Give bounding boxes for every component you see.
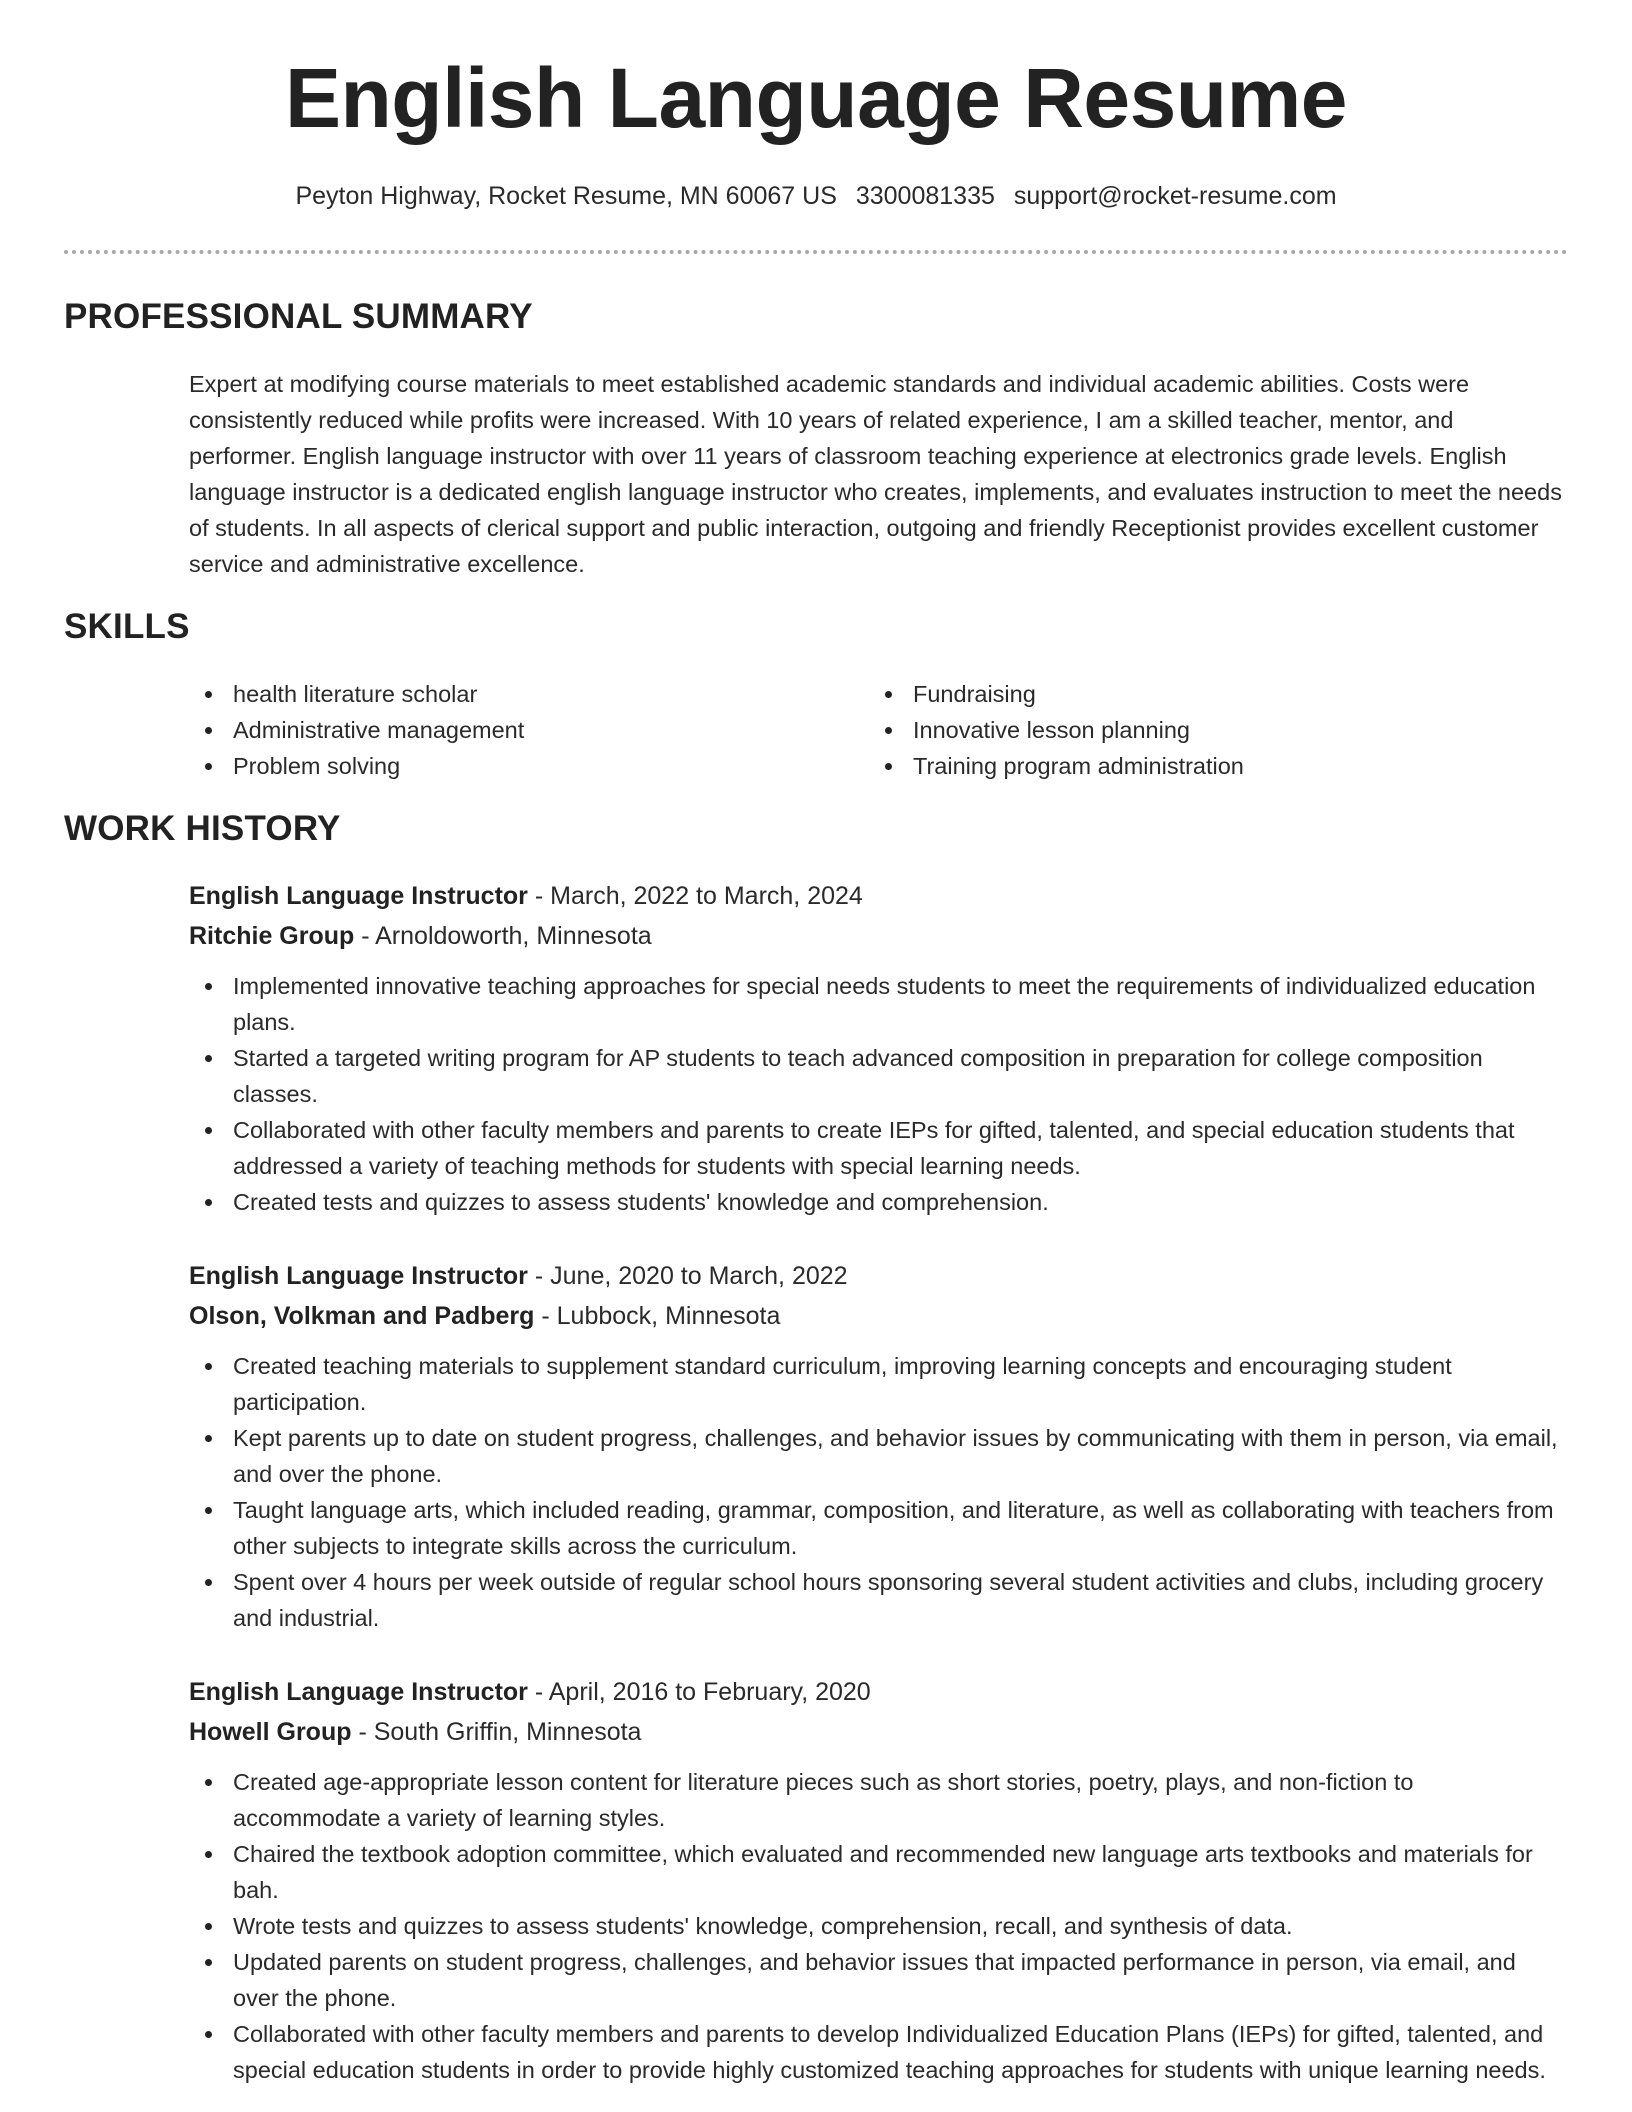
contact-phone: 3300081335 (855, 182, 995, 210)
job-role: English Language Instructor (189, 882, 528, 910)
skills-column-left (189, 676, 869, 784)
header-divider (64, 250, 1568, 254)
contact-email[interactable]: support@rocket-resume.com (1013, 182, 1337, 210)
job-bullet: Created teaching materials to supplement standard curriculum, improving learning concepts and encouraging student participation. (189, 1348, 1567, 1420)
job-role: English Language Instructor (189, 1262, 528, 1290)
job-location: - Lubbock, Minnesota (534, 1302, 781, 1330)
job-company: Ritchie Group (189, 922, 355, 950)
job-bullet: Started a targeted writing program for AP students to teach advanced composition in preparation for college composition classes. (189, 1040, 1567, 1112)
job-bullet: Taught language arts, which included reading, grammar, composition, and literature, as well as collaborating with teachers from other subjects to integrate skills across the curriculum. (189, 1492, 1567, 1564)
job-title-line (189, 1672, 1567, 1712)
job-bullets (189, 968, 1567, 1220)
job-bullet: Kept parents up to date on student progress, challenges, and behavior issues by communicating with them in person, via email, and over the phone. (189, 1420, 1567, 1492)
job-bullets (189, 1348, 1567, 1636)
job-entry (189, 1256, 1567, 1636)
job-dates: - June, 2020 to March, 2022 (527, 1262, 848, 1290)
skill-item: Innovative lesson planning (869, 712, 1549, 748)
section-title-work-history: WORK HISTORY (64, 809, 341, 848)
skills-list (189, 676, 1569, 784)
section-title-skills: SKILLS (64, 607, 190, 646)
job-company-line (189, 1296, 1567, 1336)
job-bullet: Updated parents on student progress, challenges, and behavior issues that impacted performance in person, via email, and over the phone. (189, 1944, 1567, 2016)
skill-item: Fundraising (869, 676, 1549, 712)
section-title-summary: PROFESSIONAL SUMMARY (64, 297, 533, 336)
job-location: - South Griffin, Minnesota (351, 1718, 642, 1746)
job-company: Olson, Volkman and Padberg (189, 1302, 535, 1330)
job-location: - Arnoldoworth, Minnesota (354, 922, 652, 950)
job-dates: - April, 2016 to February, 2020 (527, 1678, 871, 1706)
job-entry (189, 1672, 1567, 2088)
job-dates: - March, 2022 to March, 2024 (527, 882, 863, 910)
job-bullet: Spent over 4 hours per week outside of regular school hours sponsoring several student activities and clubs, including grocery and industrial. (189, 1564, 1567, 1636)
job-bullet: Collaborated with other faculty members and parents to create IEPs for gifted, talented, and special education students that addressed a variety of teaching methods for students with special learning needs. (189, 1112, 1567, 1184)
skill-item: Administrative management (189, 712, 869, 748)
skills-column-right (869, 676, 1549, 784)
contact-address: Peyton Highway, Rocket Resume, MN 60067 US (295, 182, 837, 210)
job-title-line (189, 876, 1567, 916)
job-bullet: Chaired the textbook adoption committee, which evaluated and recommended new language arts textbooks and materials for bah. (189, 1836, 1567, 1908)
skill-item: Training program administration (869, 748, 1549, 784)
job-bullet: Collaborated with other faculty members and parents to develop Individualized Education Plans (IEPs) for gifted, talented, and special education students in order to provide highly customized teaching approaches for students with unique learning needs. (189, 2016, 1567, 2088)
job-bullet: Created age-appropriate lesson content for literature pieces such as short stories, poetry, plays, and non-fiction to accommodate a variety of learning styles. (189, 1764, 1567, 1836)
job-company: Howell Group (189, 1718, 352, 1746)
skill-item: health literature scholar (189, 676, 869, 712)
job-bullet: Created tests and quizzes to assess students' knowledge and comprehension. (189, 1184, 1567, 1220)
resume-title: English Language Resume (284, 51, 1348, 145)
summary-text: Expert at modifying course materials to meet established academic standards and individual academic abilities. Costs were consistently reduced while profits were increased. With 10 years of related experience, I am a skilled teacher, mentor, and performer. English language instructor with over 11 years of classroom teaching experience at electronics grade levels. English language instructor is a dedicated english language instructor who creates, implements, and evaluates instruction to meet the needs of students. In all aspects of clerical support and public interaction, outgoing and friendly Receptionist provides excellent customer service and administrative excellence. (189, 371, 1562, 577)
contact-line (0, 182, 1632, 211)
job-bullets (189, 1764, 1567, 2088)
job-company-line (189, 1712, 1567, 1752)
job-bullet: Implemented innovative teaching approaches for special needs students to meet the requirements of individualized education plans. (189, 968, 1567, 1040)
job-bullet: Wrote tests and quizzes to assess students' knowledge, comprehension, recall, and synthesis of data. (189, 1908, 1567, 1944)
skill-item: Problem solving (189, 748, 869, 784)
job-company-line (189, 916, 1567, 956)
job-entry (189, 876, 1567, 1220)
job-role: English Language Instructor (189, 1678, 528, 1706)
job-title-line (189, 1256, 1567, 1296)
